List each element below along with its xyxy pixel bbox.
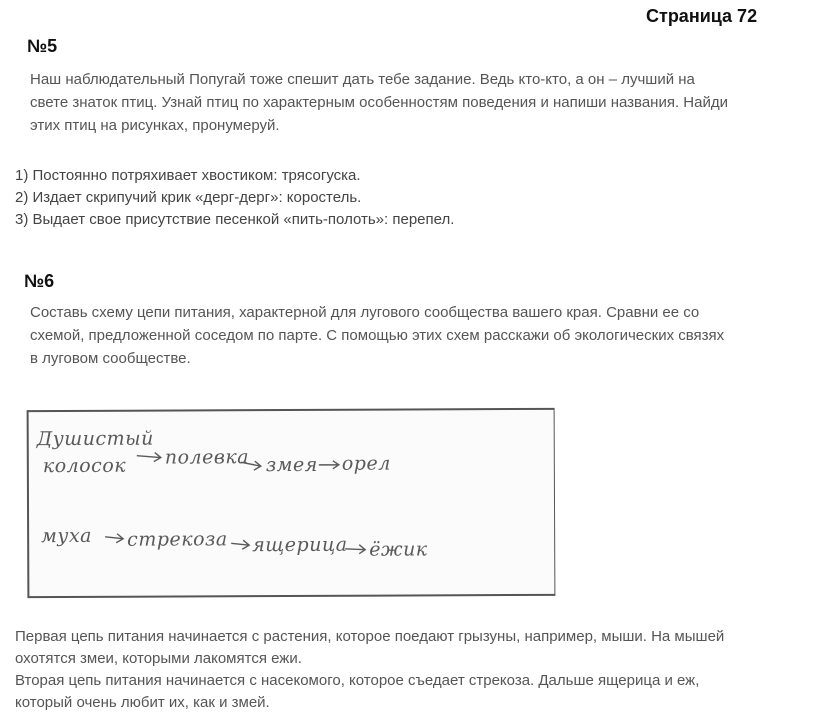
task5-question (30, 68, 728, 137)
explanation-line: который очень любит их, как и змей. (15, 694, 270, 711)
chain2-item: стрекоза (127, 528, 228, 551)
chain1-item: змея (265, 453, 318, 477)
task6-question-line: в луговом сообществе. (30, 350, 191, 367)
task6-question-line: Составь схему цепи питания, характерной для лугового сообщества вашего края. Сравни ее со (30, 304, 700, 321)
explanation-line: Первая цепь питания начинается с растения, которое поедают грызуны, например, мыши. На мышей (15, 628, 725, 645)
chain1-item: полевка (164, 446, 250, 469)
arrow-icon (231, 540, 249, 549)
answer-item: 1) Постоянно потряхивает хвостиком: трясогуска. (15, 167, 361, 184)
answer-item: 3) Выдает свое присутствие песенкой «пить-полоть»: перепел. (15, 211, 455, 228)
task5-question-line: свете знаток птиц. Узнай птиц по характерным особенностям поведения и напиши названия. Найди (30, 94, 728, 111)
answer-item: 2) Издает скрипучий крик «дерг-дерг»: коростель. (15, 189, 362, 206)
arrow-icon (105, 534, 123, 543)
task6-question (30, 301, 724, 370)
chain1-item: колосок (42, 454, 127, 478)
chain1-item: Душистый (36, 427, 154, 451)
task5-title: №5 (27, 36, 58, 56)
task6-question-line: схемой, предложенной соседом по парте. С помощью этих схем расскажи об экологических связях (30, 327, 725, 344)
arrow-icon (345, 545, 365, 554)
chain2-item: ящерица (252, 533, 348, 557)
chain2-item: муха (41, 524, 93, 548)
explanation-line: Вторая цепь питания начинается с насекомого, которое съедает стрекоза. Дальше ящерица и еж, (15, 672, 700, 689)
arrow-icon (137, 453, 161, 462)
task6-title: №6 (24, 271, 55, 291)
chain2-item: ёжик (369, 538, 428, 561)
task5-question-line: этих птиц на рисунках, пронумеруй. (30, 117, 280, 134)
task6-explanation (15, 626, 724, 714)
handwritten-food-chains (29, 410, 555, 596)
task5-question-line: Наш наблюдательный Попугай тоже спешит дать тебе задание. Ведь кто-кто, а он – лучший на (30, 71, 695, 88)
arrow-icon (319, 461, 339, 469)
page-number: Страница 72 (646, 6, 758, 26)
explanation-line: охотятся змеи, которыми лакомятся ежи. (15, 650, 302, 667)
task5-answers (15, 165, 454, 231)
handwritten-food-chain-image (27, 408, 556, 598)
chain1-item: орел (341, 452, 391, 475)
